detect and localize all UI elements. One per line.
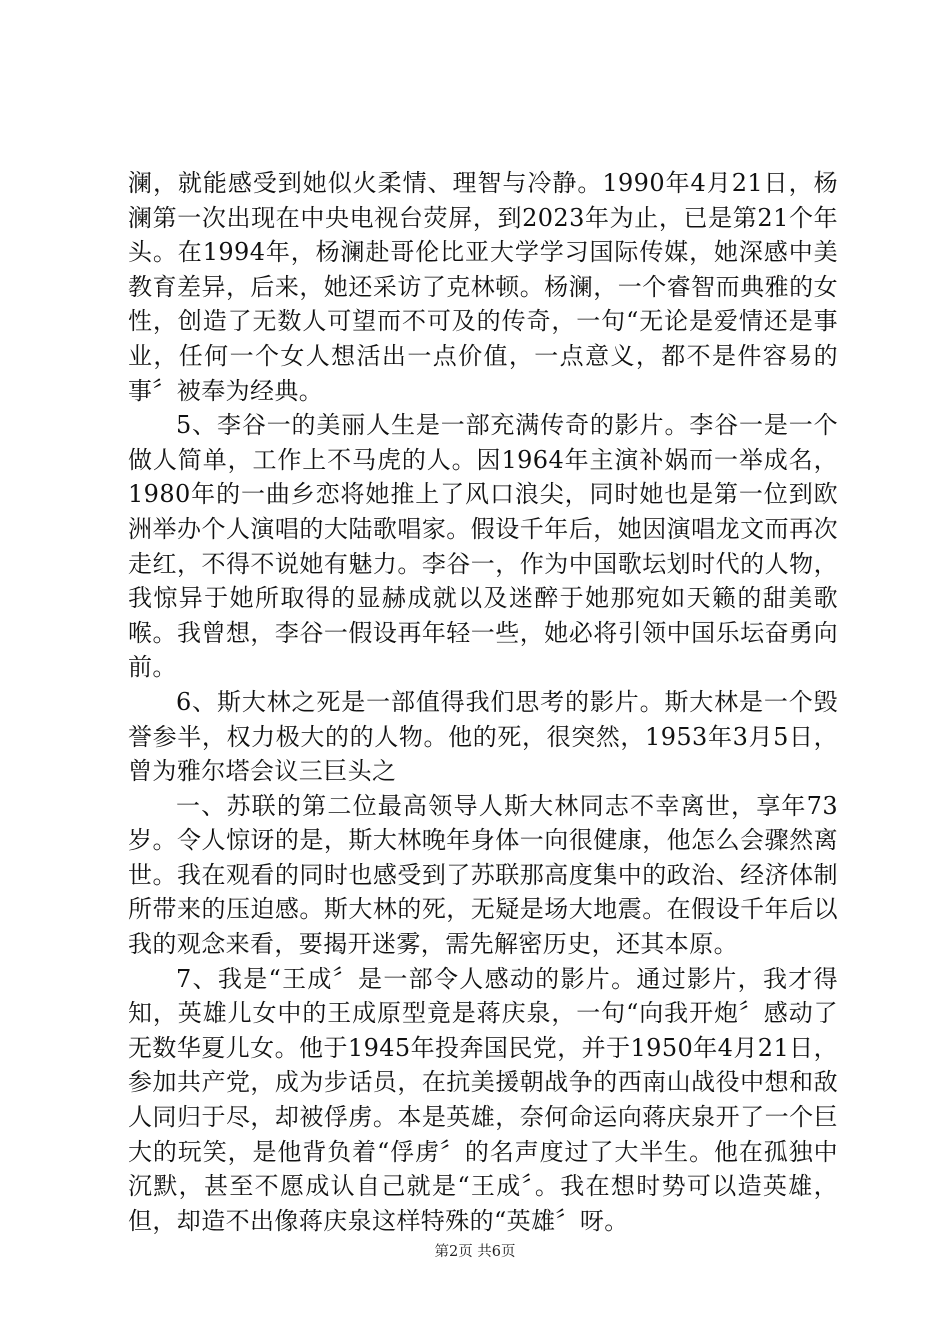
- paragraph-continuation: 澜，就能感受到她似火柔情、理智与冷静。1990年4月21日，杨澜第一次出现在中央电视台荧屏，到2023年为止，已是第21个年头。在1994年，杨澜赴哥伦比亚大学学习国际传媒，她深感中美教育差异，后来，她还采访了克林顿。杨澜，一个睿智而典雅的女性，创造了无数人可望而不可及的传奇，一句“无论是爱情还是事业，任何一个女人想活出一点价值，一点意义，都不是件容易的事〞被奉为经典。: [128, 169, 838, 405]
- paragraph-item-6: 6、斯大林之死是一部值得我们思考的影片。斯大林是一个毁誉参半，权力极大的的人物。他的死，很突然，1953年3月5日，曾为雅尔塔会议三巨头之: [128, 687, 838, 786]
- paragraph-item-6-continued: 一、苏联的第二位最高领导人斯大林同志不幸离世，享年73岁。令人惊讶的是，斯大林晚年身体一向很健康，他怎么会骤然离世。我在观看的同时也感受到了苏联那高度集中的政治、经济体制所带来的压迫感。斯大林的死，无疑是场大地震。在假设千年后以我的观念来看，要揭开迷雾，需先解密历史，还其本原。: [128, 791, 838, 959]
- paragraph-item-7: 7、我是“王成〞是一部令人感动的影片。通过影片，我才得知，英雄儿女中的王成原型竟是蒋庆泉，一句“向我开炮〞感动了无数华夏儿女。他于1945年投奔国民党，并于1950年4月21日，参加共产党，成为步话员，在抗美援朝战争的西南山战役中想和敌人同归于尽，却被俘虏。本是英雄，奈何命运向蒋庆泉开了一个巨大的玩笑，是他背负着“俘虏〞的名声度过了大半生。他在孤独中沉默，甚至不愿成认自己就是“王成〞。我在想时势可以造英雄，但，却造不出像蒋庆泉这样特殊的“英雄〞呀。: [128, 964, 838, 1235]
- document-body: [128, 166, 838, 1238]
- paragraph-item-5: 5、李谷一的美丽人生是一部充满传奇的影片。李谷一是一个做人简单，工作上不马虎的人。因1964年主演补娲而一举成名，1980年的一曲乡恋将她推上了风口浪尖，同时她也是第一位到欧洲举办个人演唱的大陆歌唱家。假设千年后，她因演唱龙文而再次走红，不得不说她有魅力。李谷一，作为中国歌坛划时代的人物，我惊异于她所取得的显赫成就以及迷醉于她那宛如天籁的甜美歌喉。我曾想，李谷一假设再年轻一些，她必将引领中国乐坛奋勇向前。: [128, 411, 838, 682]
- page-number-footer: 第2页 共6页: [434, 1244, 516, 1260]
